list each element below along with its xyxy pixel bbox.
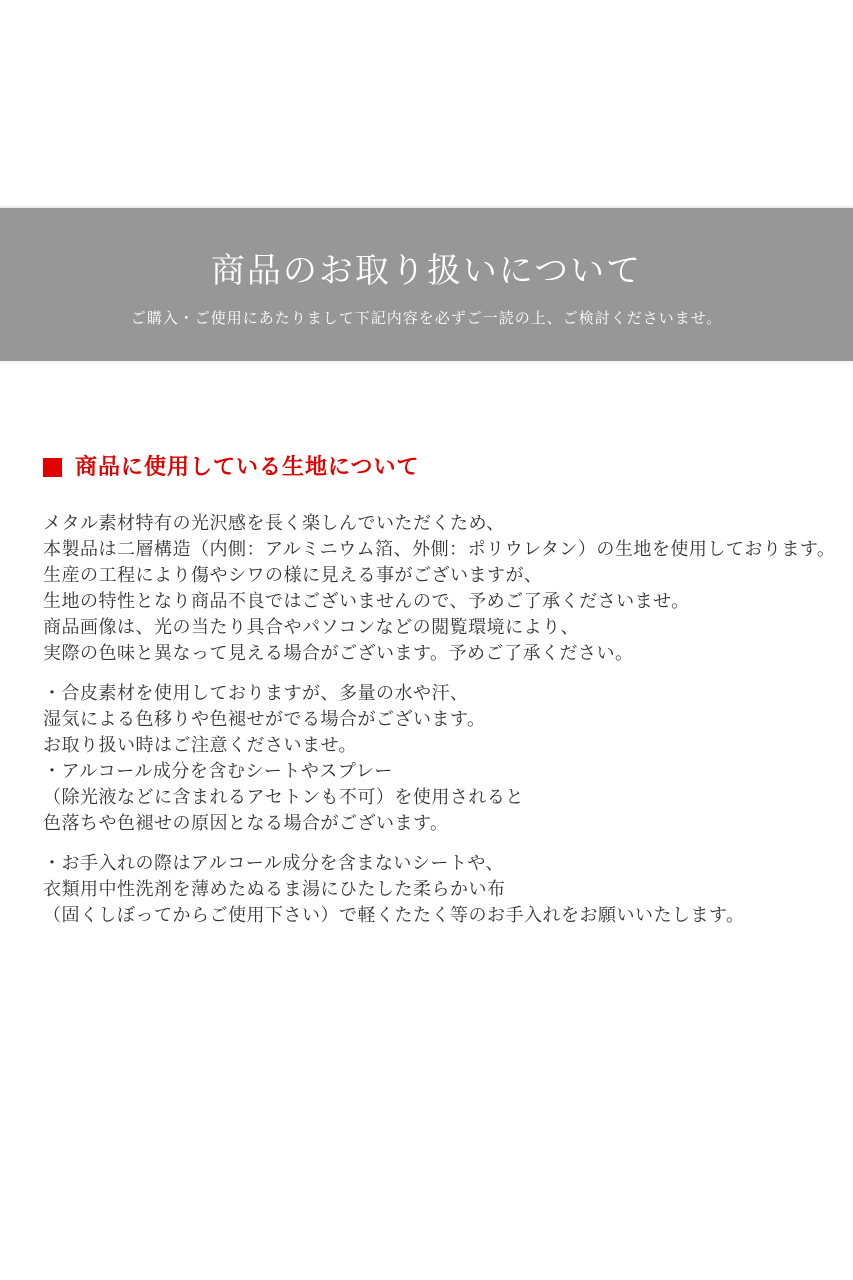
caution-paragraph (43, 680, 845, 836)
text-line: 色落ちや色褪せの原因となる場合がございます。 (43, 813, 449, 834)
text-line: 本製品は二層構造（内側：アルミニウム箔、外側：ポリウレタン）の生地を使用しております。 (43, 539, 836, 560)
text-line: （固くしぼってからご使用下さい）で軽くたたく等のお手入れをお願いいたします。 (43, 905, 745, 926)
fabric-section-heading (43, 455, 845, 479)
text-line: 湿気による色移りや色褪せがでる場合がございます。 (43, 709, 486, 730)
text-line: ・お手入れの際はアルコール成分を含まないシートや、 (43, 853, 505, 874)
fabric-description-paragraph (43, 510, 845, 666)
text-line: 生産の工程により傷やシワの様に見える事がございますが、 (43, 565, 543, 586)
text-line: 商品画像は、光の当たり具合やパソコンなどの閲覧環境により、 (43, 617, 580, 638)
text-line: お取り扱い時はご注意くださいませ。 (43, 735, 357, 756)
banner-subtitle: ご購入・ご使用にあたりまして下記内容を必ずご一読の上、ご検討くださいませ。 (130, 310, 723, 327)
fabric-section-heading-text: 商品に使用している生地について (75, 454, 420, 479)
notice-content (0, 455, 853, 928)
handling-banner (0, 208, 853, 363)
text-line: 生地の特性となり商品不良ではございませんので、予めご了承くださいませ。 (43, 591, 690, 612)
care-instructions-paragraph (43, 850, 845, 928)
text-line: ・アルコール成分を含むシートやスプレー (43, 761, 393, 782)
text-line: 実際の色味と異なって見える場合がございます。予めご了承ください。 (43, 643, 634, 664)
text-line: （除光液などに含まれるアセトンも不可）を使用されると (43, 787, 524, 808)
red-square-bullet-icon (43, 458, 62, 477)
banner-title: 商品のお取り扱いについて (210, 252, 643, 290)
text-line: ・合皮素材を使用しておりますが、多量の水や汗、 (43, 683, 469, 704)
text-line: メタル素材特有の光沢感を長く楽しんでいただくため、 (43, 513, 505, 534)
text-line: 衣類用中性洗剤を薄めたぬるま湯にひたした柔らかい布 (43, 879, 506, 900)
